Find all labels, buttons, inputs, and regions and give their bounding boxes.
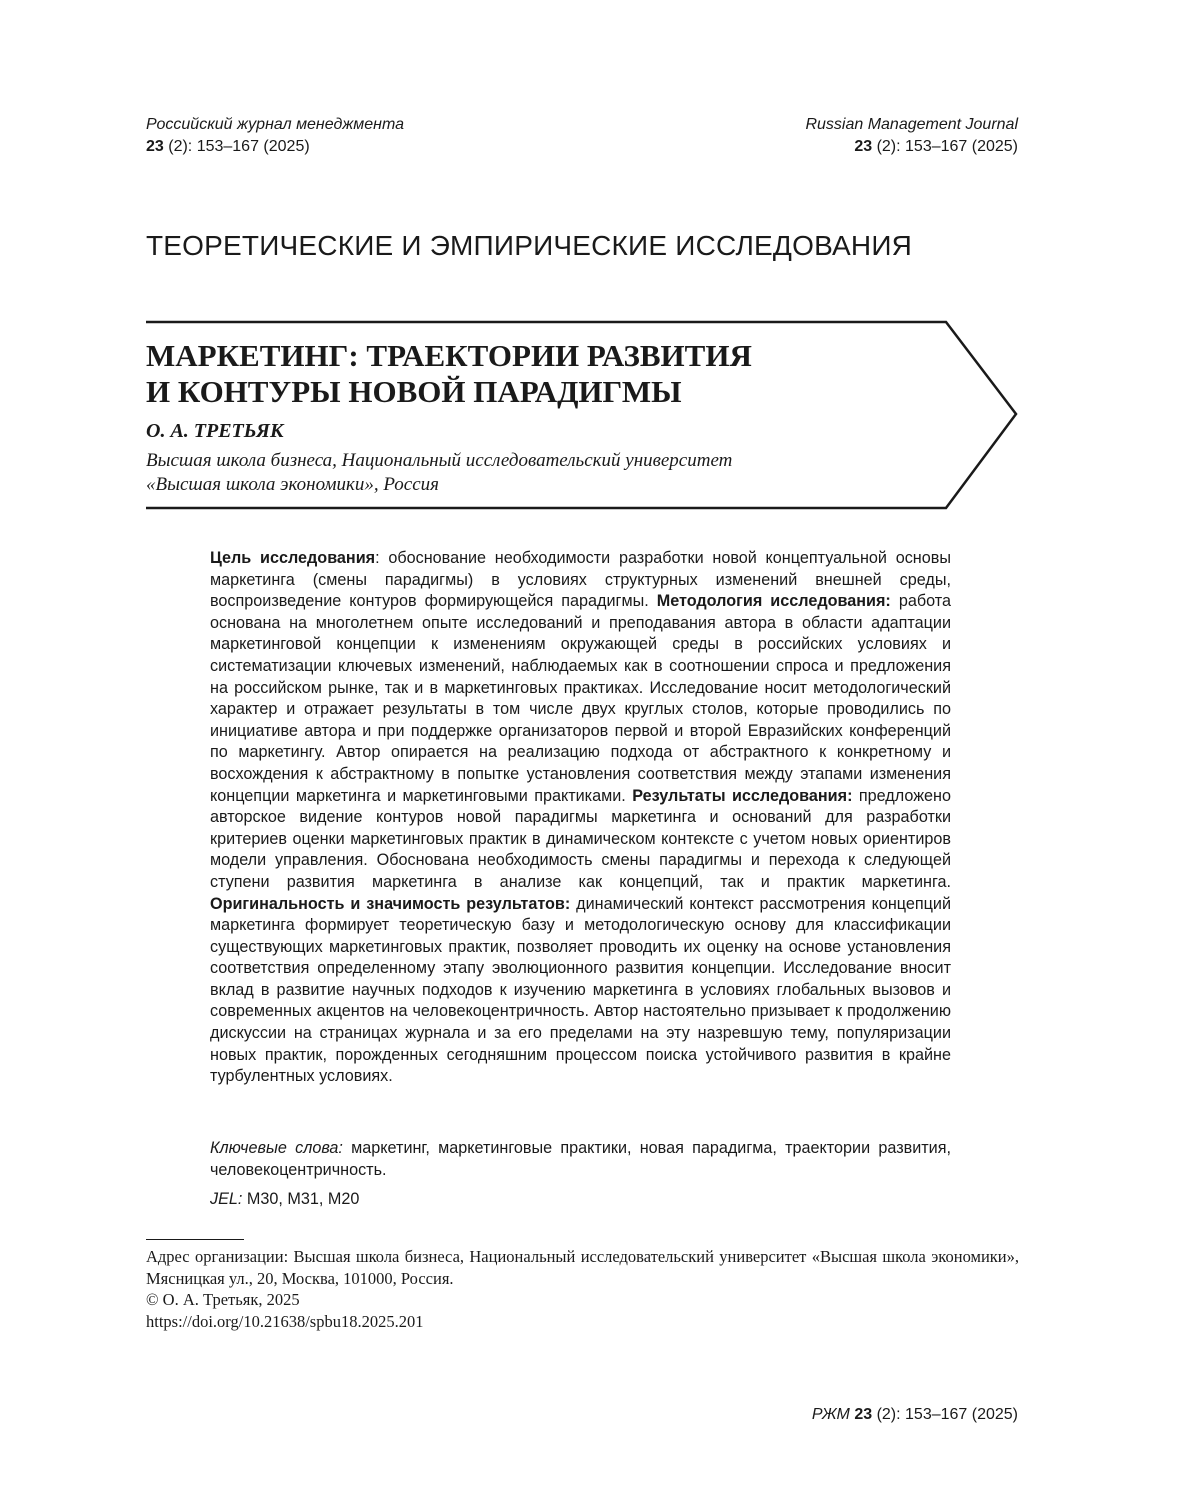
- abstract: [210, 548, 951, 1088]
- article-title-line: И КОНТУРЫ НОВОЙ ПАРАДИГМЫ: [146, 374, 682, 409]
- abstract-method-text: работа основана на многолетнем опыте исследований и преподавания автора в области адаптации маркетинговой концепции к изменениям окружающей среды в российских условиях и систематизации ключевых изменений, наблюдаемых как в соотношении спроса и предложения на российском рынке, так и в маркетинговых практиках. Исследование носит методологический характер и отражает результаты в том числе двух круглых столов, которые проводились по инициативе автора и при поддержке организаторов первой и второй Евразийских конференций по маркетингу. Автор опирается на реализацию подхода от абстрактного к конкретному и восхождения к абстрактному в попытке установления соответствия между этапами изменения концепции маркетинга и маркетинговыми практиками.: [210, 592, 952, 805]
- abstract-originality-text: динамический контекст рассмотрения концепций маркетинга формирует теоретическую базу и методологическую основу для классификации существующих маркетинговых практик, позволяет проводить их оценку на основе установления соответствия определенному этапу эволюционного развития концепции. Исследование вносит вклад в развитие научных подходов к изучению маркетинга в условиях глобальных вызовов и современных акцентов на человекоцентричность. Автор настоятельно призывает к продолжению дискуссии на страницах журнала и за его пределами на эту назревшую тему, популяризации новых практик, порожденных сегодняшним процессом поиска устойчивого развития в крайне турбулентных условиях.: [210, 894, 951, 1086]
- abstract-method-label: Методология исследования:: [656, 592, 891, 611]
- abstract-results-label: Результаты исследования:: [632, 786, 853, 805]
- footnote-divider: [146, 1239, 244, 1240]
- jel-text: M30, M31, M20: [242, 1190, 360, 1208]
- copyright: © О. А. Третьяк, 2025: [146, 1290, 300, 1309]
- organization-address: Адрес организации: Высшая школа бизнеса, Национальный исследовательский университет «Высшая школа экономики», Мясницкая ул., 20, Москва, 101000, Россия.: [146, 1247, 1019, 1288]
- journal-name-ru: Российский журнал менеджмента: [146, 116, 405, 133]
- journal-header-ru: [146, 114, 404, 158]
- issue-pages: (2): 153–167 (2025): [872, 138, 1018, 155]
- keywords: [210, 1138, 951, 1181]
- footnote: [146, 1246, 1019, 1332]
- abstract-purpose-label: Цель исследования: [210, 549, 376, 567]
- article-title: [146, 338, 906, 410]
- journal-name-en: Russian Management Journal: [805, 116, 1018, 133]
- volume-number: 23: [146, 138, 164, 155]
- issue-pages: (2): 153–167 (2025): [163, 138, 310, 155]
- section-heading: ТЕОРЕТИЧЕСКИЕ И ЭМПИРИЧЕСКИЕ ИССЛЕДОВАНИЯ: [146, 230, 913, 261]
- journal-issue-ru: [146, 136, 404, 158]
- journal-header-en: [805, 114, 1018, 158]
- abstract-originality-label: Оригинальность и значимость результатов:: [210, 894, 571, 913]
- volume-number: 23: [854, 1406, 873, 1423]
- keywords-label: Ключевые слова:: [210, 1139, 343, 1157]
- issue-pages: (2): 153–167 (2025): [872, 1406, 1018, 1423]
- page-footer: [812, 1404, 1018, 1426]
- journal-issue-en: [805, 136, 1018, 158]
- author-name: О. А. ТРЕТЬЯК: [146, 420, 284, 442]
- doi-link[interactable]: https://doi.org/10.21638/spbu18.2025.201: [146, 1311, 424, 1331]
- author-affiliation: [146, 449, 906, 497]
- jel-label: JEL:: [210, 1190, 243, 1208]
- journal-abbreviation: РЖМ: [811, 1406, 850, 1423]
- keywords-text: маркетинг, маркетинговые практики, новая парадигма, траектории развития, человекоцентричность.: [210, 1139, 951, 1179]
- article-title-line: МАРКЕТИНГ: ТРАЕКТОРИИ РАЗВИТИЯ: [146, 338, 752, 373]
- abstract-purpose-text: : обоснование необходимости разработки новой концептуальной основы маркетинга (смены парадигмы) в условиях структурных изменений внешней среды, воспроизведение контуров формирующейся парадигмы.: [210, 549, 951, 611]
- jel-codes: [210, 1188, 359, 1210]
- affiliation-line: Высшая школа бизнеса, Национальный исследовательский университет: [146, 450, 733, 471]
- abstract-results-text: предложено авторское видение контуров новой парадигмы маркетинга и оснований для разработки критериев оценки маркетинговых практик в динамическом контексте с учетом новых ориентиров модели управления. Обоснована необходимость смены парадигмы и перехода к следующей ступени развития маркетинга в анализе как концепций, так и практик маркетинга.: [210, 786, 951, 891]
- affiliation-line: «Высшая школа экономики», Россия: [146, 474, 440, 495]
- volume-number: 23: [854, 138, 873, 155]
